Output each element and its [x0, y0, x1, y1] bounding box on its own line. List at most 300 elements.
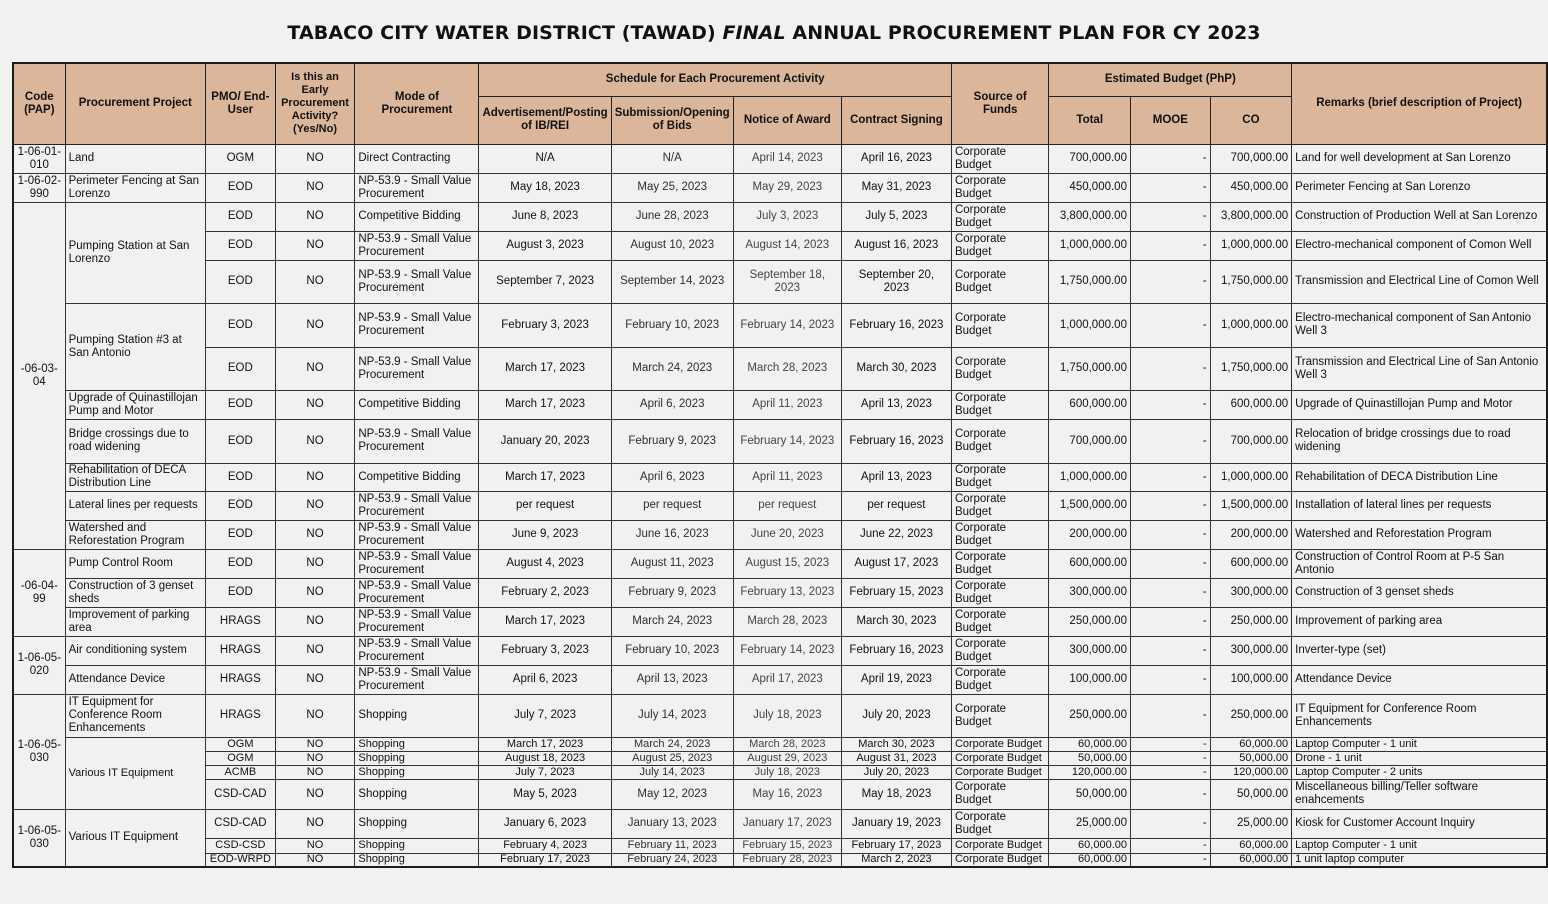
table-row [13, 751, 1547, 765]
table-row [13, 665, 1547, 694]
cell-pmo: OGM [206, 751, 276, 765]
table-row [13, 737, 1547, 751]
cell-contract: April 13, 2023 [841, 390, 951, 419]
cell-total: 600,000.00 [1049, 549, 1131, 578]
cell-mode: Shopping [355, 838, 479, 853]
cell-mooe: - [1130, 202, 1210, 231]
cell-mooe: - [1130, 260, 1210, 303]
cell-mode: Shopping [355, 751, 479, 765]
cell-notice: September 18, 2023 [733, 260, 841, 303]
table-row [13, 549, 1547, 578]
cell-submission: July 14, 2023 [611, 765, 733, 779]
table-row [13, 809, 1547, 838]
cell-source: Corporate Budget [951, 737, 1049, 751]
cell-project: Perimeter Fencing at San Lorenzo [65, 173, 205, 202]
cell-total: 1,000,000.00 [1049, 231, 1131, 260]
cell-early: NO [275, 491, 355, 520]
cell-mooe: - [1130, 809, 1210, 838]
cell-pmo: CSD-CSD [206, 838, 276, 853]
cell-mooe: - [1130, 737, 1210, 751]
cell-remarks: Inverter-type (set) [1292, 636, 1547, 665]
header-mode: Mode of Procurement [355, 63, 479, 144]
header-notice: Notice of Award [733, 96, 841, 144]
cell-pmo: EOD [206, 347, 276, 390]
cell-notice: February 14, 2023 [733, 636, 841, 665]
cell-advert: March 17, 2023 [479, 737, 611, 751]
cell-co: 3,800,000.00 [1210, 202, 1292, 231]
cell-project: Pumping Station at San Lorenzo [65, 202, 205, 303]
cell-notice: April 11, 2023 [733, 463, 841, 491]
cell-total: 300,000.00 [1049, 636, 1131, 665]
table-body [13, 144, 1547, 867]
cell-early: NO [275, 751, 355, 765]
cell-submission: June 16, 2023 [611, 520, 733, 549]
cell-pmo: EOD [206, 173, 276, 202]
procurement-table [12, 62, 1548, 868]
cell-remarks: Miscellaneous billing/Teller software enahcements [1292, 779, 1547, 809]
cell-notice: February 28, 2023 [733, 853, 841, 867]
header-pmo: PMO/ End-User [206, 63, 276, 144]
cell-mode: NP-53.9 - Small Value Procurement [355, 520, 479, 549]
cell-remarks: Construction of Control Room at P-5 San Antonio [1292, 549, 1547, 578]
cell-advert: February 4, 2023 [479, 838, 611, 853]
cell-code: 1-06-05-020 [13, 636, 65, 694]
cell-contract: July 20, 2023 [841, 765, 951, 779]
cell-remarks: Laptop Computer - 1 unit [1292, 737, 1547, 751]
cell-submission: February 24, 2023 [611, 853, 733, 867]
header-total: Total [1049, 96, 1131, 144]
cell-advert: February 2, 2023 [479, 578, 611, 607]
table-row [13, 347, 1547, 390]
cell-co: 120,000.00 [1210, 765, 1292, 779]
table-row [13, 260, 1547, 303]
cell-contract: March 30, 2023 [841, 737, 951, 751]
cell-submission: per request [611, 491, 733, 520]
cell-early: NO [275, 694, 355, 737]
cell-co: 25,000.00 [1210, 809, 1292, 838]
cell-notice: May 16, 2023 [733, 779, 841, 809]
cell-submission: April 13, 2023 [611, 665, 733, 694]
cell-contract: May 31, 2023 [841, 173, 951, 202]
table-row [13, 578, 1547, 607]
cell-co: 1,750,000.00 [1210, 347, 1292, 390]
cell-remarks: Upgrade of Quinastillojan Pump and Motor [1292, 390, 1547, 419]
cell-submission: June 28, 2023 [611, 202, 733, 231]
cell-pmo: EOD [206, 303, 276, 347]
cell-advert: July 7, 2023 [479, 694, 611, 737]
cell-project: Attendance Device [65, 665, 205, 694]
cell-early: NO [275, 260, 355, 303]
cell-notice: January 17, 2023 [733, 809, 841, 838]
cell-project: Construction of 3 genset sheds [65, 578, 205, 607]
cell-source: Corporate Budget [951, 809, 1049, 838]
table-row [13, 303, 1547, 347]
cell-mode: NP-53.9 - Small Value Procurement [355, 303, 479, 347]
cell-mooe: - [1130, 491, 1210, 520]
cell-contract: August 17, 2023 [841, 549, 951, 578]
cell-submission: May 25, 2023 [611, 173, 733, 202]
cell-notice: March 28, 2023 [733, 347, 841, 390]
cell-pmo: EOD [206, 390, 276, 419]
cell-pmo: EOD [206, 260, 276, 303]
cell-total: 60,000.00 [1049, 853, 1131, 867]
cell-mooe: - [1130, 838, 1210, 853]
cell-remarks: Rehabilitation of DECA Distribution Line [1292, 463, 1547, 491]
cell-total: 250,000.00 [1049, 607, 1131, 636]
cell-early: NO [275, 231, 355, 260]
cell-advert: February 3, 2023 [479, 303, 611, 347]
cell-project: Improvement of parking area [65, 607, 205, 636]
table-row [13, 607, 1547, 636]
cell-pmo: HRAGS [206, 694, 276, 737]
cell-co: 250,000.00 [1210, 694, 1292, 737]
cell-mooe: - [1130, 463, 1210, 491]
cell-mooe: - [1130, 779, 1210, 809]
cell-pmo: EOD [206, 491, 276, 520]
cell-contract: August 16, 2023 [841, 231, 951, 260]
table-row [13, 419, 1547, 463]
title-post: ANNUAL PROCUREMENT PLAN FOR CY 2023 [785, 22, 1261, 44]
cell-mooe: - [1130, 303, 1210, 347]
cell-source: Corporate Budget [951, 491, 1049, 520]
cell-submission: N/A [611, 144, 733, 173]
header-early: Is this an Early Procurement Activity? (Yes/No) [275, 63, 355, 144]
cell-source: Corporate Budget [951, 303, 1049, 347]
cell-notice: June 20, 2023 [733, 520, 841, 549]
cell-mode: Direct Contracting [355, 144, 479, 173]
cell-pmo: EOD [206, 202, 276, 231]
cell-advert: January 6, 2023 [479, 809, 611, 838]
cell-code: 1-06-02-990 [13, 173, 65, 202]
cell-notice: August 29, 2023 [733, 751, 841, 765]
cell-mode: NP-53.9 - Small Value Procurement [355, 636, 479, 665]
cell-contract: February 17, 2023 [841, 838, 951, 853]
cell-advert: March 17, 2023 [479, 607, 611, 636]
cell-mode: NP-53.9 - Small Value Procurement [355, 665, 479, 694]
cell-remarks: Watershed and Reforestation Program [1292, 520, 1547, 549]
cell-advert: January 20, 2023 [479, 419, 611, 463]
cell-total: 50,000.00 [1049, 779, 1131, 809]
cell-co: 250,000.00 [1210, 607, 1292, 636]
cell-code: 1-06-01-010 [13, 144, 65, 173]
cell-notice: April 14, 2023 [733, 144, 841, 173]
cell-total: 300,000.00 [1049, 578, 1131, 607]
cell-total: 60,000.00 [1049, 737, 1131, 751]
cell-code: -06-03-04 [13, 202, 65, 549]
cell-submission: August 25, 2023 [611, 751, 733, 765]
cell-project: Watershed and Reforestation Program [65, 520, 205, 549]
cell-pmo: EOD [206, 231, 276, 260]
cell-source: Corporate Budget [951, 202, 1049, 231]
cell-mode: NP-53.9 - Small Value Procurement [355, 231, 479, 260]
cell-remarks: Transmission and Electrical Line of Comon Well [1292, 260, 1547, 303]
cell-remarks: Perimeter Fencing at San Lorenzo [1292, 173, 1547, 202]
cell-project: Various IT Equipment [65, 809, 205, 867]
cell-early: NO [275, 853, 355, 867]
cell-pmo: EOD-WRPD [206, 853, 276, 867]
cell-source: Corporate Budget [951, 231, 1049, 260]
cell-total: 1,500,000.00 [1049, 491, 1131, 520]
cell-submission: April 6, 2023 [611, 463, 733, 491]
cell-advert: March 17, 2023 [479, 347, 611, 390]
header-co: CO [1210, 96, 1292, 144]
cell-co: 1,000,000.00 [1210, 231, 1292, 260]
cell-total: 1,000,000.00 [1049, 303, 1131, 347]
cell-source: Corporate Budget [951, 390, 1049, 419]
cell-contract: February 16, 2023 [841, 303, 951, 347]
cell-co: 60,000.00 [1210, 838, 1292, 853]
cell-pmo: EOD [206, 549, 276, 578]
cell-mooe: - [1130, 347, 1210, 390]
cell-total: 1,000,000.00 [1049, 463, 1131, 491]
cell-co: 1,750,000.00 [1210, 260, 1292, 303]
cell-contract: April 13, 2023 [841, 463, 951, 491]
cell-mooe: - [1130, 231, 1210, 260]
cell-mooe: - [1130, 607, 1210, 636]
cell-source: Corporate Budget [951, 607, 1049, 636]
cell-advert: February 3, 2023 [479, 636, 611, 665]
cell-remarks: Attendance Device [1292, 665, 1547, 694]
cell-contract: March 30, 2023 [841, 347, 951, 390]
cell-total: 200,000.00 [1049, 520, 1131, 549]
cell-notice: per request [733, 491, 841, 520]
table-row [13, 520, 1547, 549]
cell-remarks: Transmission and Electrical Line of San Antonio Well 3 [1292, 347, 1547, 390]
cell-co: 50,000.00 [1210, 751, 1292, 765]
cell-submission: February 9, 2023 [611, 419, 733, 463]
cell-total: 3,800,000.00 [1049, 202, 1131, 231]
cell-mode: NP-53.9 - Small Value Procurement [355, 549, 479, 578]
cell-notice: March 28, 2023 [733, 737, 841, 751]
cell-mode: NP-53.9 - Small Value Procurement [355, 491, 479, 520]
header-contract: Contract Signing [841, 96, 951, 144]
cell-source: Corporate Budget [951, 838, 1049, 853]
cell-source: Corporate Budget [951, 549, 1049, 578]
cell-mooe: - [1130, 144, 1210, 173]
cell-project: Pump Control Room [65, 549, 205, 578]
cell-co: 600,000.00 [1210, 390, 1292, 419]
cell-remarks: Drone - 1 unit [1292, 751, 1547, 765]
cell-total: 250,000.00 [1049, 694, 1131, 737]
cell-submission: February 9, 2023 [611, 578, 733, 607]
table-row [13, 491, 1547, 520]
table-row [13, 173, 1547, 202]
header-schedule: Schedule for Each Procurement Activity [479, 63, 951, 96]
cell-advert: August 18, 2023 [479, 751, 611, 765]
cell-co: 700,000.00 [1210, 144, 1292, 173]
cell-early: NO [275, 419, 355, 463]
cell-remarks: 1 unit laptop computer [1292, 853, 1547, 867]
header-code: Code (PAP) [13, 63, 65, 144]
cell-total: 60,000.00 [1049, 838, 1131, 853]
table-row [13, 838, 1547, 853]
cell-code: 1-06-05-030 [13, 694, 65, 809]
cell-notice: May 29, 2023 [733, 173, 841, 202]
cell-notice: July 18, 2023 [733, 765, 841, 779]
table-row [13, 636, 1547, 665]
cell-submission: May 12, 2023 [611, 779, 733, 809]
cell-remarks: Installation of lateral lines per requests [1292, 491, 1547, 520]
cell-mooe: - [1130, 549, 1210, 578]
cell-remarks: Improvement of parking area [1292, 607, 1547, 636]
cell-early: NO [275, 765, 355, 779]
header-submission: Submission/Opening of Bids [611, 96, 733, 144]
cell-mode: Shopping [355, 853, 479, 867]
cell-total: 50,000.00 [1049, 751, 1131, 765]
cell-total: 1,750,000.00 [1049, 260, 1131, 303]
cell-co: 50,000.00 [1210, 779, 1292, 809]
header-remarks: Remarks (brief description of Project) [1292, 63, 1547, 144]
cell-notice: March 28, 2023 [733, 607, 841, 636]
cell-contract: June 22, 2023 [841, 520, 951, 549]
title-pre: TABACO CITY WATER DISTRICT (TAWAD) [287, 22, 723, 44]
table-row [13, 779, 1547, 809]
cell-pmo: CSD-CAD [206, 809, 276, 838]
cell-project: Lateral lines per requests [65, 491, 205, 520]
cell-remarks: Relocation of bridge crossings due to road widening [1292, 419, 1547, 463]
cell-pmo: EOD [206, 578, 276, 607]
cell-source: Corporate Budget [951, 144, 1049, 173]
cell-mode: Shopping [355, 694, 479, 737]
cell-early: NO [275, 779, 355, 809]
cell-project: Various IT Equipment [65, 737, 205, 809]
cell-contract: February 16, 2023 [841, 636, 951, 665]
cell-source: Corporate Budget [951, 751, 1049, 765]
cell-notice: August 14, 2023 [733, 231, 841, 260]
cell-mode: Competitive Bidding [355, 202, 479, 231]
cell-mode: Competitive Bidding [355, 390, 479, 419]
header-mooe: MOOE [1130, 96, 1210, 144]
cell-source: Corporate Budget [951, 578, 1049, 607]
table-row [13, 144, 1547, 173]
cell-project: Rehabilitation of DECA Distribution Line [65, 463, 205, 491]
cell-pmo: EOD [206, 463, 276, 491]
cell-early: NO [275, 809, 355, 838]
cell-total: 100,000.00 [1049, 665, 1131, 694]
cell-advert: March 17, 2023 [479, 463, 611, 491]
cell-source: Corporate Budget [951, 173, 1049, 202]
cell-contract: July 5, 2023 [841, 202, 951, 231]
cell-advert: April 6, 2023 [479, 665, 611, 694]
cell-source: Corporate Budget [951, 347, 1049, 390]
cell-remarks: Construction of 3 genset sheds [1292, 578, 1547, 607]
cell-advert: per request [479, 491, 611, 520]
cell-submission: February 10, 2023 [611, 303, 733, 347]
cell-total: 1,750,000.00 [1049, 347, 1131, 390]
cell-mooe: - [1130, 419, 1210, 463]
cell-early: NO [275, 347, 355, 390]
cell-project: Upgrade of Quinastillojan Pump and Motor [65, 390, 205, 419]
cell-mode: Shopping [355, 737, 479, 751]
table-row [13, 765, 1547, 779]
cell-code: 1-06-05-030 [13, 809, 65, 867]
cell-mode: NP-53.9 - Small Value Procurement [355, 419, 479, 463]
cell-contract: April 19, 2023 [841, 665, 951, 694]
cell-pmo: ACMB [206, 765, 276, 779]
cell-submission: August 10, 2023 [611, 231, 733, 260]
cell-source: Corporate Budget [951, 463, 1049, 491]
cell-notice: February 14, 2023 [733, 419, 841, 463]
cell-total: 450,000.00 [1049, 173, 1131, 202]
cell-co: 1,500,000.00 [1210, 491, 1292, 520]
cell-remarks: Land for well development at San Lorenzo [1292, 144, 1547, 173]
cell-remarks: Construction of Production Well at San Lorenzo [1292, 202, 1547, 231]
cell-mooe: - [1130, 751, 1210, 765]
cell-remarks: Laptop Computer - 1 unit [1292, 838, 1547, 853]
cell-notice: August 15, 2023 [733, 549, 841, 578]
cell-mooe: - [1130, 173, 1210, 202]
cell-project: Bridge crossings due to road widening [65, 419, 205, 463]
cell-notice: February 15, 2023 [733, 838, 841, 853]
cell-mooe: - [1130, 765, 1210, 779]
cell-notice: July 18, 2023 [733, 694, 841, 737]
cell-co: 600,000.00 [1210, 549, 1292, 578]
cell-contract: March 2, 2023 [841, 853, 951, 867]
cell-mooe: - [1130, 636, 1210, 665]
cell-pmo: HRAGS [206, 665, 276, 694]
cell-mooe: - [1130, 390, 1210, 419]
cell-early: NO [275, 463, 355, 491]
cell-early: NO [275, 665, 355, 694]
cell-early: NO [275, 607, 355, 636]
cell-contract: February 15, 2023 [841, 578, 951, 607]
cell-notice: February 14, 2023 [733, 303, 841, 347]
cell-advert: August 4, 2023 [479, 549, 611, 578]
cell-contract: per request [841, 491, 951, 520]
cell-co: 1,000,000.00 [1210, 463, 1292, 491]
cell-total: 25,000.00 [1049, 809, 1131, 838]
cell-pmo: OGM [206, 737, 276, 751]
cell-advert: June 9, 2023 [479, 520, 611, 549]
cell-submission: March 24, 2023 [611, 347, 733, 390]
title-final: FINAL [722, 22, 786, 44]
cell-mode: Shopping [355, 765, 479, 779]
cell-submission: April 6, 2023 [611, 390, 733, 419]
table-row [13, 853, 1547, 867]
cell-early: NO [275, 549, 355, 578]
cell-mooe: - [1130, 578, 1210, 607]
cell-early: NO [275, 520, 355, 549]
cell-mode: NP-53.9 - Small Value Procurement [355, 347, 479, 390]
cell-early: NO [275, 838, 355, 853]
cell-contract: January 19, 2023 [841, 809, 951, 838]
cell-advert: February 17, 2023 [479, 853, 611, 867]
cell-advert: August 3, 2023 [479, 231, 611, 260]
cell-early: NO [275, 636, 355, 665]
header-source: Source of Funds [951, 63, 1049, 144]
cell-pmo: HRAGS [206, 607, 276, 636]
cell-contract: May 18, 2023 [841, 779, 951, 809]
cell-advert: June 8, 2023 [479, 202, 611, 231]
cell-mode: Shopping [355, 809, 479, 838]
cell-submission: September 14, 2023 [611, 260, 733, 303]
cell-source: Corporate Budget [951, 419, 1049, 463]
document-title [0, 22, 1548, 44]
header-advert: Advertisement/Posting of IB/REI [479, 96, 611, 144]
cell-remarks: IT Equipment for Conference Room Enhancements [1292, 694, 1547, 737]
cell-contract: April 16, 2023 [841, 144, 951, 173]
cell-submission: July 14, 2023 [611, 694, 733, 737]
cell-mode: NP-53.9 - Small Value Procurement [355, 607, 479, 636]
cell-mooe: - [1130, 665, 1210, 694]
cell-advert: September 7, 2023 [479, 260, 611, 303]
cell-mooe: - [1130, 694, 1210, 737]
cell-co: 1,000,000.00 [1210, 303, 1292, 347]
cell-pmo: EOD [206, 419, 276, 463]
cell-source: Corporate Budget [951, 636, 1049, 665]
cell-contract: August 31, 2023 [841, 751, 951, 765]
cell-source: Corporate Budget [951, 765, 1049, 779]
